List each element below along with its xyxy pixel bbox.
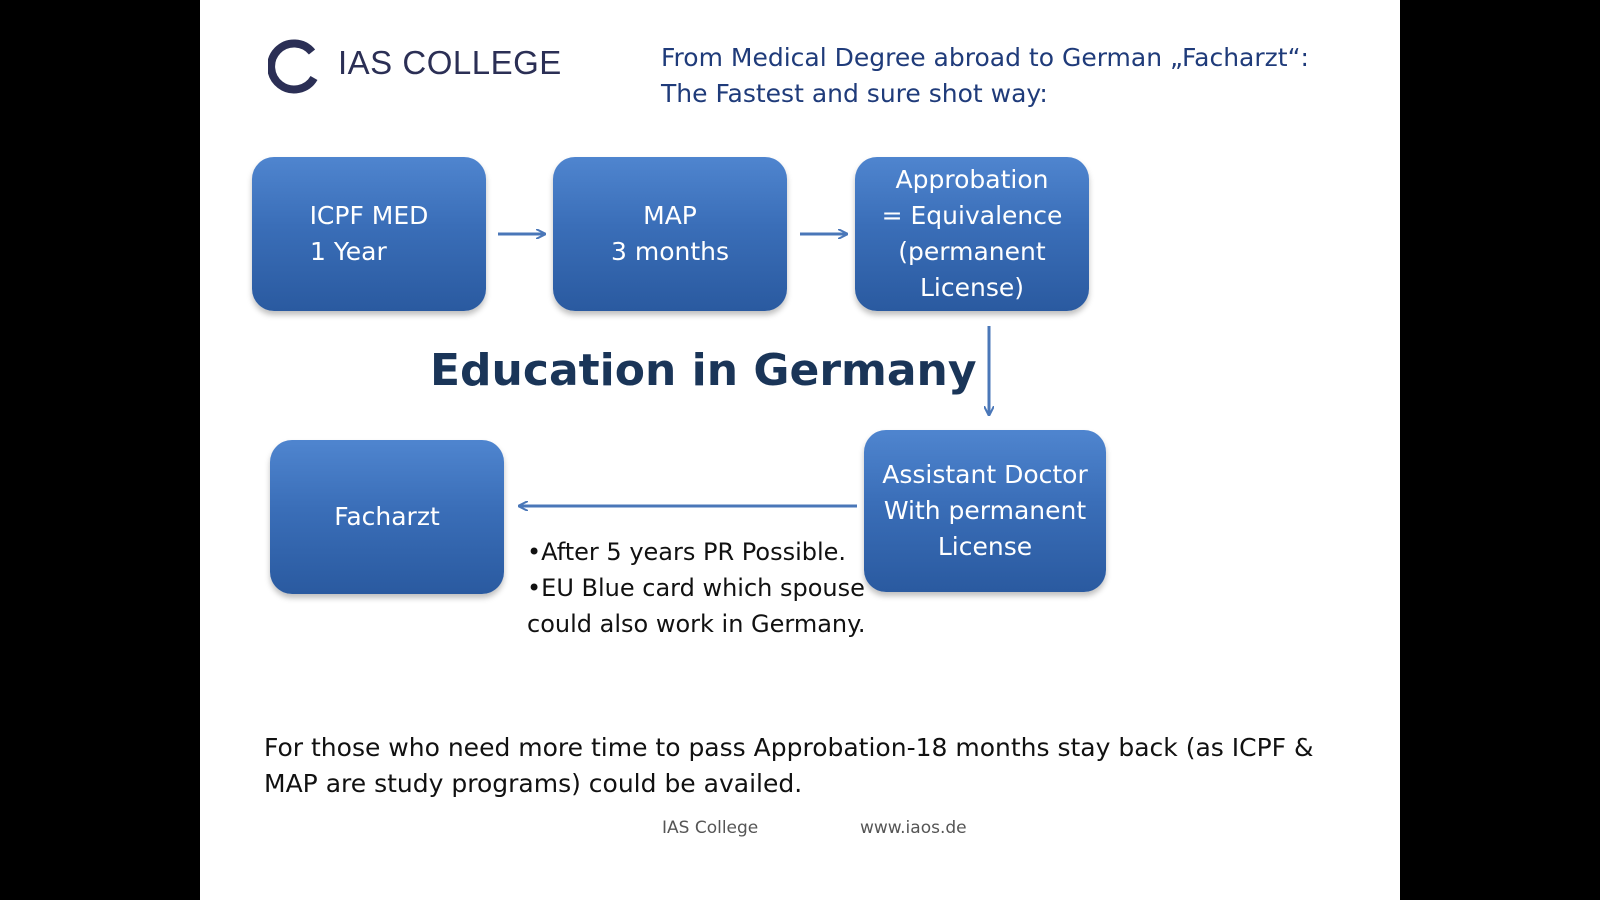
step-assistant-doctor-line-3: License xyxy=(937,532,1033,561)
step-facharzt-line-1: Facharzt xyxy=(334,502,440,531)
note-item: •After 5 years PR Possible. xyxy=(527,538,847,566)
diagram-title: Education in Germany xyxy=(430,345,977,396)
header-line-1: From Medical Degree abroad to German „Facharzt“: xyxy=(661,43,1309,72)
step-icpf-med-line-2: 1 Year xyxy=(310,237,387,266)
footer-url: www.iaos.de xyxy=(860,818,967,838)
step-facharzt xyxy=(270,440,504,594)
step-approbation-line-1: Approbation xyxy=(895,165,1049,194)
step-assistant-doctor-line-2: With permanent xyxy=(883,496,1087,525)
step-assistant-doctor-line-1: Assistant Doctor xyxy=(882,460,1088,489)
footer-text: For those who need more time to pass Approbation-18 months stay back (as ICPF & MAP are study programs) could be availed. xyxy=(264,733,1314,798)
step-assistant-doctor xyxy=(864,430,1106,592)
step-icpf-med xyxy=(252,157,486,311)
step-icpf-med-line-1: ICPF MED xyxy=(309,201,429,230)
step-approbation-line-4: License) xyxy=(919,273,1024,302)
notes-list xyxy=(527,534,867,642)
brand-name: IAS COLLEGE xyxy=(338,44,562,81)
header-line-2: The Fastest and sure shot way: xyxy=(661,79,1048,108)
step-map-line-2: 3 months xyxy=(610,237,730,266)
footer-org: IAS College xyxy=(662,818,759,838)
note-item: •EU Blue card which spouse could also work in Germany. xyxy=(527,574,866,638)
step-approbation xyxy=(855,157,1089,311)
step-approbation-line-3: (permanent xyxy=(898,237,1046,266)
step-map-line-1: MAP xyxy=(643,201,697,230)
slide xyxy=(200,0,1400,900)
step-approbation-line-2: = Equivalence xyxy=(881,201,1063,230)
step-map xyxy=(553,157,787,311)
